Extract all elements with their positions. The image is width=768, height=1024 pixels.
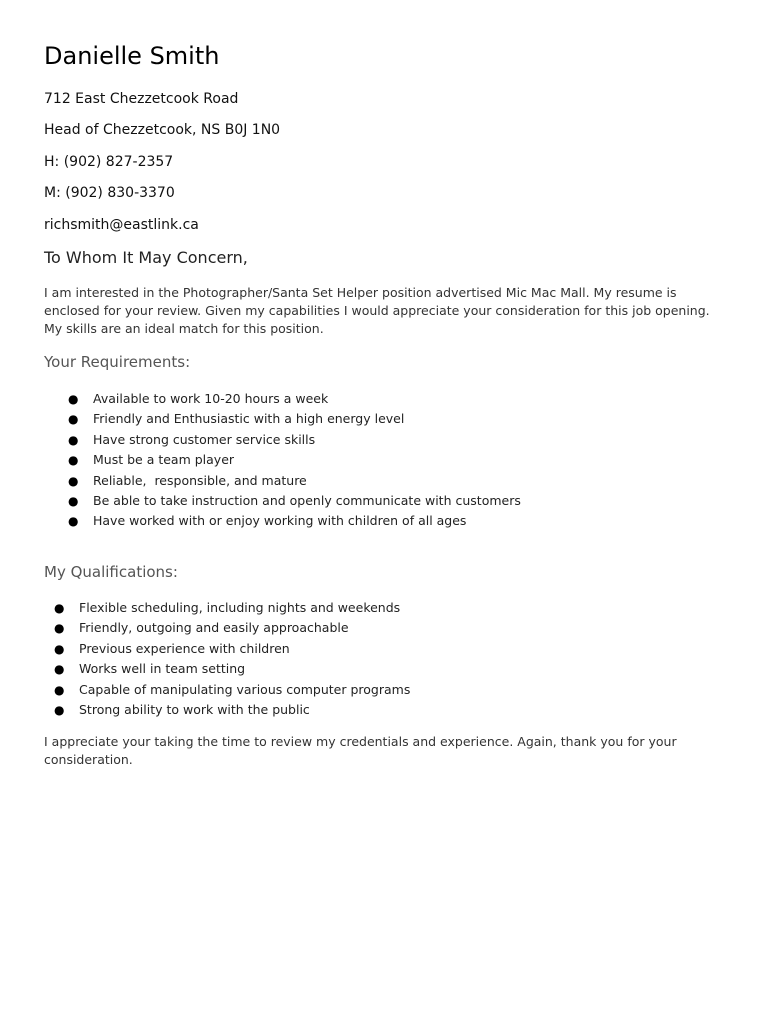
requirements-heading: Your Requirements: — [44, 353, 191, 371]
bullet-icon: ● — [54, 682, 65, 697]
list-item-text: Have strong customer service skills — [93, 431, 316, 447]
intro-paragraph: I am interested in the Photographer/Santa Set Helper position advertised Mic Mac Mall. My resume is enclosed for your review. Given my capabilities I would appreciate your consideration for this job opening. My skills are an ideal match for this position. — [44, 285, 710, 336]
list-item-text: Flexible scheduling, including nights and weekends — [79, 600, 401, 615]
list-item — [54, 680, 411, 700]
qualifications-list — [54, 598, 411, 720]
bullet-icon: ● — [54, 703, 65, 718]
bullet-icon: ● — [68, 514, 79, 529]
list-item — [54, 659, 410, 679]
qualifications-heading: My Qualifications: — [44, 563, 178, 581]
bullet-icon: ● — [68, 412, 79, 427]
closing-paragraph: I appreciate your taking the time to review my credentials and experience. Again, thank you for your consideration. — [44, 734, 677, 767]
list-item-text: Previous experience with children — [79, 640, 290, 656]
list-item-text: Available to work 10-20 hours a week — [93, 391, 329, 406]
list-item — [54, 598, 410, 618]
list-item-text: Capable of manipulating various computer programs — [79, 681, 411, 697]
letter-greeting: To Whom It May Concern, — [44, 248, 248, 267]
mobile-phone: M: (902) 830-3370 — [44, 185, 175, 201]
list-item-text: Strong ability to work with the public — [79, 702, 310, 718]
list-item-text: Must be a team player — [93, 452, 235, 468]
bullet-icon: ● — [54, 662, 65, 677]
bullet-icon: ● — [68, 432, 79, 447]
requirements-list — [68, 389, 521, 532]
email-address: richsmith@eastlink.ca — [44, 217, 199, 233]
list-item — [54, 700, 410, 720]
list-item — [54, 639, 410, 659]
list-item — [68, 511, 521, 531]
address-line-2: Head of Chezzetcook, NS B0J 1N0 — [44, 122, 281, 138]
bullet-icon: ● — [54, 621, 65, 636]
applicant-name: Danielle Smith — [44, 42, 220, 70]
list-item-text: Works well in team setting — [79, 661, 246, 677]
list-item — [68, 491, 521, 511]
list-item-text: Friendly and Enthusiastic with a high energy level — [93, 411, 405, 427]
list-item — [68, 389, 521, 409]
list-item — [54, 618, 410, 638]
home-phone: H: (902) 827-2357 — [44, 154, 174, 170]
list-item-text: Reliable, responsible, and mature — [93, 472, 307, 488]
bullet-icon: ● — [54, 641, 65, 656]
list-item-text: Have worked with or enjoy working with children of all ages — [93, 513, 467, 529]
bullet-icon: ● — [54, 601, 65, 615]
bullet-icon: ● — [68, 473, 79, 488]
list-item-text: Be able to take instruction and openly communicate with customers — [93, 493, 521, 509]
bullet-icon: ● — [68, 453, 79, 468]
list-item — [68, 450, 521, 470]
list-item — [68, 430, 521, 450]
address-line-1: 712 East Chezzetcook Road — [44, 91, 239, 107]
list-item — [68, 409, 521, 429]
list-item-text: Friendly, outgoing and easily approachable — [79, 620, 349, 636]
bullet-icon: ● — [68, 494, 79, 509]
list-item — [68, 471, 521, 491]
bullet-icon: ● — [68, 392, 79, 406]
